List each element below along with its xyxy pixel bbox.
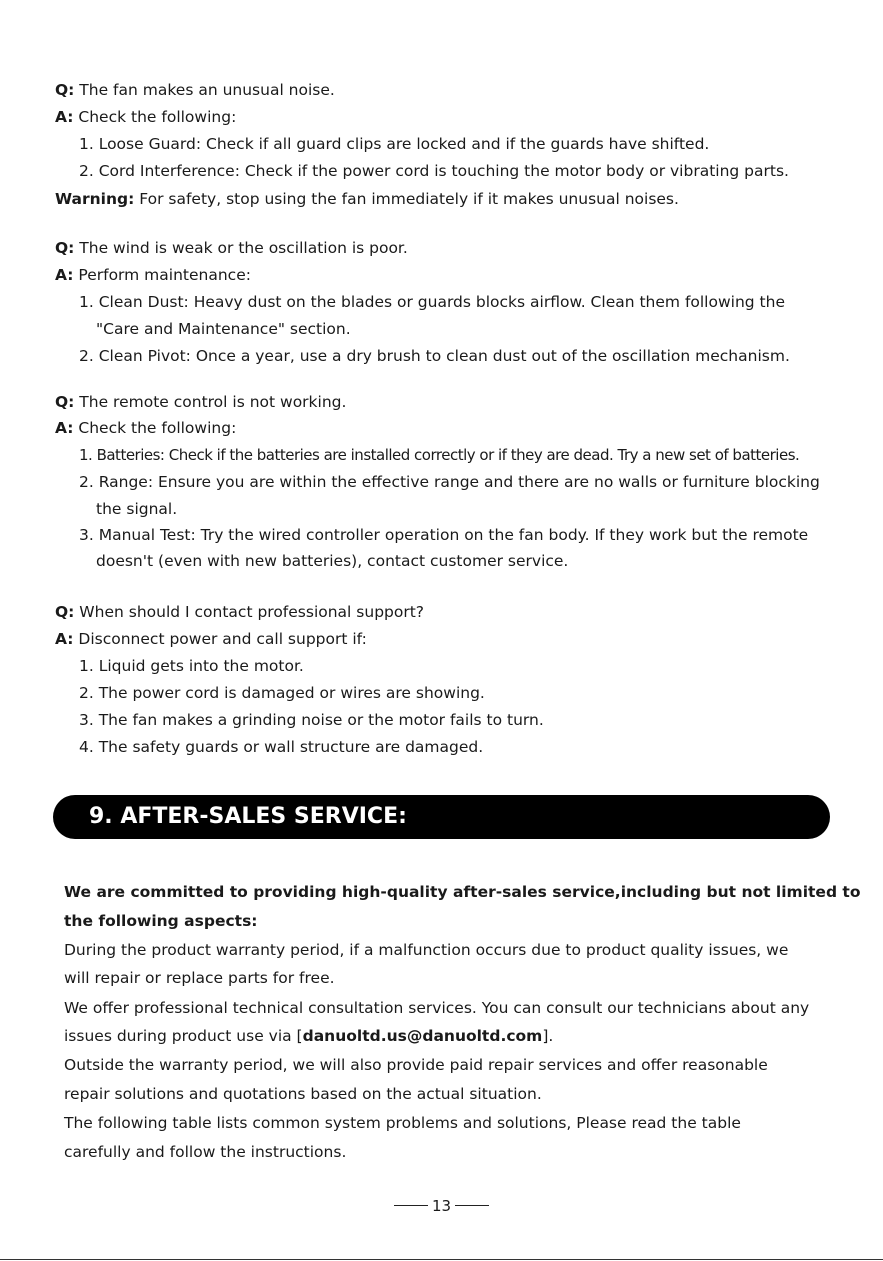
footer-rule	[455, 1205, 489, 1206]
paragraph-text: issues during product use via [	[64, 1027, 303, 1045]
question-label: Q:	[55, 239, 75, 257]
after-sales-paragraph	[64, 1026, 553, 1046]
faq-answer	[55, 107, 236, 127]
answer-label: A:	[55, 108, 74, 126]
support-email: danuoltd.us@danuoltd.com	[302, 1027, 543, 1045]
after-sales-intro: the following aspects:	[64, 912, 258, 930]
answer-text: Check the following:	[73, 419, 237, 437]
faq-answer	[55, 265, 251, 285]
after-sales-paragraph: The following table lists common system problems and solutions, Please read the table	[64, 1114, 741, 1132]
question-label: Q:	[55, 81, 75, 99]
after-sales-intro: We are committed to providing high-quality after-sales service,including but not limited to	[64, 883, 861, 901]
faq-question	[55, 392, 346, 412]
question-text: The fan makes an unusual noise.	[74, 81, 335, 99]
answer-text: Disconnect power and call support if:	[73, 630, 367, 648]
warning-text: For safety, stop using the fan immediately if it makes unusual noises.	[134, 190, 679, 208]
answer-item: 1. Clean Dust: Heavy dust on the blades or guards blocks airflow. Clean them following the	[79, 293, 785, 311]
faq-question	[55, 238, 408, 258]
page-bottom-border	[0, 1259, 883, 1260]
after-sales-paragraph: Outside the warranty period, we will also provide paid repair services and offer reasonable	[64, 1056, 768, 1074]
question-text: The remote control is not working.	[74, 393, 347, 411]
answer-item: 1. Liquid gets into the motor.	[79, 657, 304, 675]
page-footer	[0, 1195, 883, 1215]
answer-item: 2. Range: Ensure you are within the effective range and there are no walls or furniture blocking	[79, 473, 820, 491]
answer-item: 3. Manual Test: Try the wired controller operation on the fan body. If they work but the remote	[79, 526, 809, 544]
section-title: 9. AFTER-SALES SERVICE:	[89, 804, 407, 829]
answer-item: 4. The safety guards or wall structure are damaged.	[79, 738, 484, 756]
section-header-bar	[53, 795, 830, 839]
after-sales-paragraph: carefully and follow the instructions.	[64, 1143, 347, 1161]
after-sales-paragraph: During the product warranty period, if a malfunction occurs due to product quality issues, we	[64, 941, 789, 959]
answer-item: 1. Loose Guard: Check if all guard clips are locked and if the guards have shifted.	[79, 135, 710, 153]
page-number: 13	[431, 1196, 452, 1215]
question-label: Q:	[55, 393, 75, 411]
warning-note	[55, 189, 679, 209]
footer-rule	[394, 1205, 428, 1206]
answer-label: A:	[55, 630, 74, 648]
after-sales-paragraph: We offer professional technical consultation services. You can consult our technicians about any	[64, 999, 810, 1017]
answer-item: 2. Cord Interference: Check if the power cord is touching the motor body or vibrating parts.	[79, 162, 789, 180]
answer-text: Check the following:	[73, 108, 237, 126]
after-sales-paragraph: repair solutions and quotations based on the actual situation.	[64, 1085, 542, 1103]
answer-label: A:	[55, 419, 74, 437]
after-sales-paragraph: will repair or replace parts for free.	[64, 969, 335, 987]
answer-text: Perform maintenance:	[73, 266, 251, 284]
answer-item-continuation: the signal.	[96, 500, 178, 518]
answer-item-continuation: "Care and Maintenance" section.	[96, 320, 351, 338]
faq-question	[55, 602, 424, 622]
answer-item: 2. The power cord is damaged or wires are showing.	[79, 684, 485, 702]
question-text: The wind is weak or the oscillation is poor.	[74, 239, 408, 257]
answer-item: 3. The fan makes a grinding noise or the motor fails to turn.	[79, 711, 544, 729]
answer-label: A:	[55, 266, 74, 284]
paragraph-text: ].	[542, 1027, 554, 1045]
answer-item: 1. Batteries: Check if the batteries are installed correctly or if they are dead. Try a new set of batteries.	[79, 446, 800, 464]
faq-answer	[55, 418, 236, 438]
question-text: When should I contact professional support?	[74, 603, 425, 621]
answer-item: 2. Clean Pivot: Once a year, use a dry brush to clean dust out of the oscillation mechanism.	[79, 347, 790, 365]
warning-label: Warning:	[55, 190, 135, 208]
question-label: Q:	[55, 603, 75, 621]
faq-question	[55, 80, 335, 100]
faq-answer	[55, 629, 367, 649]
answer-item-continuation: doesn't (even with new batteries), contact customer service.	[96, 552, 569, 570]
